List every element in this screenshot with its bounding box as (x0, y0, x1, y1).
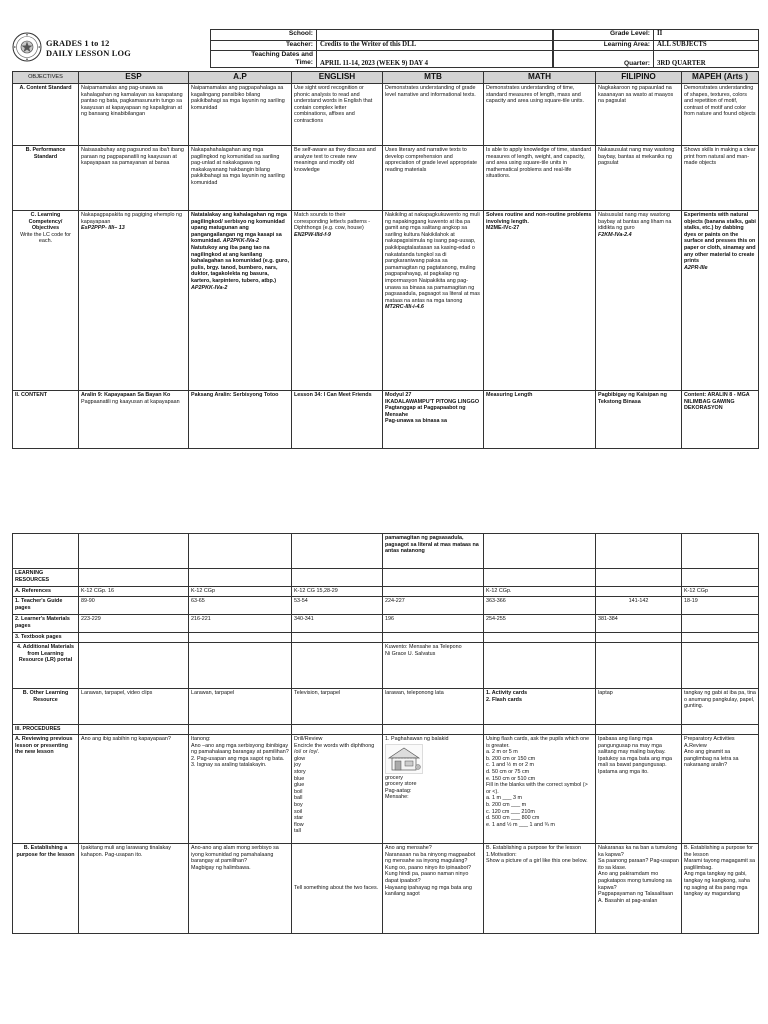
review-mtb-bottom: grocery grocery store Pag-aatag: Mensahe: (385, 774, 417, 801)
subject-ap: A.P (189, 72, 292, 84)
review-row (13, 735, 759, 844)
competency-english-code: EN2PW-IIId-f-9 (294, 231, 331, 238)
teacher-label: Teacher: (211, 40, 317, 51)
review-mtb (383, 735, 484, 844)
content-standard-math: Demonstrates understanding of time, standard measures of length, mass and capacity and area using square-tile units. (484, 84, 596, 146)
content-esp-title: Aralin 9: Kapayapaan Sa Bayan Ko (81, 392, 171, 398)
purpose-english: Tell something about the two faces. (292, 844, 383, 934)
references-esp: K-12 CGp. 16 (79, 587, 189, 597)
row-label-competency (13, 211, 79, 391)
textbook-row (13, 633, 759, 643)
procedures-row (13, 725, 759, 735)
teachers-guide-mtb: 224-227 (383, 597, 484, 615)
row-label-performance-standard: B. Performance Standard (13, 146, 79, 211)
learners-materials-ap: 216-221 (189, 615, 292, 633)
references-label: A. References (13, 587, 79, 597)
competency-english (292, 211, 383, 391)
competency-mapeh-code: A2PR-IIIe (684, 264, 708, 271)
dates-label: Teaching Dates and (251, 51, 313, 58)
learning-resources-row (13, 569, 759, 587)
purpose-label: B. Establishing a purpose for the lesson (13, 844, 79, 934)
title-line-1: GRADES 1 to 12 (46, 39, 110, 48)
mtb-continuation: pamamagitan ng pagsasadula, pagsagot sa literal at mas mataas na antas natanong (383, 534, 484, 569)
competency-esp (79, 211, 189, 391)
competency-math (484, 211, 596, 391)
competency-ap-text: Natatalakay ang kahalagahan ng mga pagilingkod/ serbisyo ng komunidad upang matugunan ang pangangailangan ng mga kasapi sa komunidad. (191, 212, 287, 245)
review-english: Drill/Review Encircle the words with diphthong /oi/ or /oy/. glow joy story blue glue boil ball boy soil star flow tall (292, 735, 383, 844)
competency-mtb (383, 211, 484, 391)
content-standard-english: Use sight word recognition or phonic analysis to read and understand words in English that contain complex letter combinations, affixes and contractions (292, 84, 383, 146)
competency-mtb-text: Nakikilng at nakapagkukuwento ng muli ng napakinggang kuwento at iba pa gamit ang mga salitang angkop sa sariling kultura Nakikilahok at nakapagsisimula ng isang pag-uusap, pakikipagtalastasan sa kasing-edad o nakatatanda tungkol sa di pangkaraniwang paksa sa pamamagitan ng pagtatanong, muling pagpapahayag, at pagkalap ng impormasyon Naipakikita ang pag-unawa sa binasa sa pamamagitan ng pagsasadula, pagsagot sa literal at mas mataas na antas na mga tanong (385, 212, 480, 304)
performance-standard-english: Be self-aware as they discuss and analyze text to create new meanings and modify old knowledge (292, 146, 383, 211)
teacher-value: Credits to the Writer of this DLL (317, 40, 553, 51)
purpose-mtb: Ano ang mensahe? Naranasan na ba ninyong magpaabot ng mensahe sa inyong magulang? Kung oo, paano ninyo ito ipinaabot? Kung hindi pa, paano naman ninyo dapat ipaabot? Hayaang ipahayag ng mga bata ang kanilang sagot (383, 844, 484, 934)
competency-filipino (596, 211, 682, 391)
learners-materials-math: 254-255 (484, 615, 596, 633)
subject-header-row (13, 72, 759, 84)
subject-english: ENGLISH (292, 72, 383, 84)
competency-math-text: Solves routine and non-routine problems involving length. (486, 212, 592, 225)
school-label: School: (211, 30, 317, 41)
quarter-label: Quarter: (554, 51, 654, 68)
content-standard-ap: Naipamamalas ang pagpapahalaga sa kagalingang pansibiko bilang pakikibahagi sa mga layunin ng sariling komunidad (189, 84, 292, 146)
area-value: ALL SUBJECTS (654, 40, 759, 51)
learners-materials-mapeh (682, 615, 759, 633)
competency-filipino-text: Naisusulat nang may wastong baybay at bantas ang liham na ididikta ng guro (598, 212, 672, 232)
review-ap: Itanong: Ano –ano ang mga serbisyong ibinibigay ng pamahalaang barangay at pamilihan? 2. Pag-usapan ang mga sagot ng bata. 3. Isgnay sa araling tatalakayin. (189, 735, 292, 844)
references-english: K-12 CG 15,28-29 (292, 587, 383, 597)
purpose-filipino: Nakaranas ka na ban a tumulong ka kapwa? Sa paanong paraan? Pag-usapan ito sa klase. Ano ang pakiramdam mo pagkatapos mong tumulong sa kapwa? Pagpapayaman ng Talasalitaan A. Basahin at pag-aralan (596, 844, 682, 934)
content-english: Lesson 34: I Can Meet Friends (292, 391, 383, 449)
performance-standard-math: Is able to apply knowledge of time, standard measures of length, weight, and capacity, and area using square-tile units in mathematical problems and real-life situations. (484, 146, 596, 211)
review-label: A. Reviewing previous lesson or presenting the new lesson (13, 735, 79, 844)
other-resources-row (13, 689, 759, 725)
competency-ap-code-2: AP2PKK-IVa-2 (191, 284, 228, 291)
school-value (317, 30, 553, 41)
purpose-math: B. Establishing a purpose for the lesson 1.Motivation: Show a picture of a girl like this one below. (484, 844, 596, 934)
competency-filipino-code: F2KM-IVa-2.4 (598, 231, 632, 238)
objectives-table (12, 71, 759, 449)
dates-label-cell (211, 51, 317, 68)
performance-standard-mtb: Uses literary and narrative texts to develop comprehension and appreciation of grade level appropriate reading materials (383, 146, 484, 211)
competency-label: C. Learning Competency/ Objectives (28, 212, 63, 232)
learners-materials-filipino: 381-384 (596, 615, 682, 633)
learners-materials-label: 2. Learner's Materials pages (13, 615, 79, 633)
content-standard-row (13, 84, 759, 146)
lr-portal-row (13, 643, 759, 689)
teachers-guide-ap: 63-65 (189, 597, 292, 615)
competency-mapeh-text: Experiments with natural objects (banana stalks, gabi stalks, etc.) by dabbing dyes or paints on the surface and presses this on paper or cloth, sinamay and any other material to create prints (684, 212, 756, 265)
teachers-guide-filipino: 141-142 (596, 597, 682, 615)
competency-english-text: Match sounds to their corresponding letter/s patterns - Diphthongs (e.g. cow, house) (294, 212, 371, 232)
info-table (210, 29, 759, 68)
competency-mtb-code: MT2RC-IIIi-i-4.6 (385, 304, 424, 311)
header (12, 29, 758, 71)
references-filipino (596, 587, 682, 597)
content-standard-mtb: Demonstrates understanding of grade level narrative and informational texts. (383, 84, 484, 146)
content-standard-filipino: Nagkakaroon ng papaunlad na kasanayan sa wasto at maayos na pagsulat (596, 84, 682, 146)
performance-standard-mapeh: Shows skills in making a clear print from natural and man-made objects (682, 146, 759, 211)
other-resources-ap: Larawan, tarpapel (189, 689, 292, 725)
other-resources-math: 1. Activity cards 2. Flash cards (484, 689, 596, 725)
performance-standard-filipino: Nakasusulat nang may wastong baybay, bantas at mekaniks ng pagsulat (596, 146, 682, 211)
competency-esp-text: Nakapagpapakita ng pagiging ehemplo ng kapayapaan (81, 212, 183, 225)
content-ap: Paksang Aralin: Serbisyong Totoo (189, 391, 292, 449)
area-label: Learning Area: (554, 40, 654, 51)
competency-ap-text-2-body: Natutukoy ang iba pang tao na nagilingkod at ang kanilang kahalagahan sa komunidad (e.g. guro, pulis, brgy. tanod, bumbero, nars, duktor, tagakolekta ng basura, kartero, karpintero, tubero, atbp.) (191, 244, 289, 284)
competency-math-code: M2ME-IVc-27 (486, 225, 520, 232)
purpose-ap: Ano-ano ang alam mong serbisyo sa iyong komunidad ng pamahalaang barangay at pamilihan? Magbigay ng halimbawa. (189, 844, 292, 934)
teachers-guide-mapeh: 18-19 (682, 597, 759, 615)
subject-esp: ESP (79, 72, 189, 84)
content-math: Measuring Length (484, 391, 596, 449)
quarter-value: 3RD QUARTER (654, 51, 759, 68)
teachers-guide-math: 363-366 (484, 597, 596, 615)
lr-portal-label: 4. Additional Materials from Learning Resource (LR) portal (13, 643, 79, 689)
references-row (13, 587, 759, 597)
other-resources-english: Television, tarpapel (292, 689, 383, 725)
other-resources-mtb: larawan, teleponong lata (383, 689, 484, 725)
learning-resources-label: LEARNING RESOURCES (13, 569, 79, 587)
content-filipino: Pagbibigay ng Kaisipan ng Tekstong Binasa (596, 391, 682, 449)
deped-seal-icon (12, 32, 42, 62)
review-math: Using flash cards, ask the pupils which one is greater. a. 2 m or 5 m b. 200 cm or 150 cm c. 1 and ½ m or 2 m d. 50 cm or 75 cm e. 150 cm or 510 cm Fill in the blanks with the correct symbol (> or <). a. 1 m ___ 3 m b. 200 cm ___ m c. 120 cm ___ 210m d. 500 cm ___ 800 cm e. 1 and ½ m ___ 1 and ¾ m (484, 735, 596, 844)
competency-ap (189, 211, 292, 391)
performance-standard-esp: Naisasabuhay ang pagsunod sa iba't ibang paraan ng pagpapanatili ng kaayusan at kapayapaan sa pamayanan at bansa (79, 146, 189, 211)
teachers-guide-esp: 89-90 (79, 597, 189, 615)
other-resources-filipino: laptap (596, 689, 682, 725)
time-label: Time: (295, 59, 313, 67)
dates-value: APRIL 11-14, 2023 (WEEK 9) DAY 4 (317, 51, 553, 68)
content-mtb: Modyul 27 IKADALAWAMPU'T PITONG LINGGO Pagtanggap at Pagpapaabot ng Mensahe Pag-unawa sa binasa sa (383, 391, 484, 449)
content-standard-esp: Naipamamalas ang pag-unawa sa kahalagahan ng kamalayan sa karapatang pantao ng bata, pagkamasunurin tungo sa kaayusan at kapayapaan ng kapaligiran at ng bansang kinabibilangan (79, 84, 189, 146)
competency-ap-code-1: AP2PKK-IVa-2 (222, 238, 260, 245)
row-label-content: II. CONTENT (13, 391, 79, 449)
purpose-esp: Ipakitang muli ang larawang tinalakay kahapon. Pag-usapan ito. (79, 844, 189, 934)
procedures-label: III. PROCEDURES (13, 725, 79, 735)
competency-row (13, 211, 759, 391)
other-resources-esp: Larawan, tarpapel, video clips (79, 689, 189, 725)
content-row (13, 391, 759, 449)
subject-mapeh: MAPEH (Arts ) (682, 72, 759, 84)
other-resources-label: B. Other Learning Resource (13, 689, 79, 725)
grocery-store-illustration-icon (385, 744, 423, 774)
teachers-guide-row (13, 597, 759, 615)
log-title (46, 39, 131, 58)
other-resources-mapeh: tangkay ng gabi at iba pa, tina o anumang pangkulay, papel, gunting. (682, 689, 759, 725)
grade-label: Grade Level: (554, 30, 654, 41)
content-esp (79, 391, 189, 449)
teachers-guide-english: 53-54 (292, 597, 383, 615)
learners-materials-row (13, 615, 759, 633)
references-math: K-12 CGp. (484, 587, 596, 597)
subject-filipino: FILIPINO (596, 72, 682, 84)
subject-math: MATH (484, 72, 596, 84)
textbook-label: 3. Textbook pages (13, 633, 79, 643)
references-mtb (383, 587, 484, 597)
learners-materials-esp: 223-229 (79, 615, 189, 633)
objectives-label: OBJECTIVES (13, 72, 79, 84)
review-esp: Ano ang ibig sabihin ng kapayapaan? (79, 735, 189, 844)
resources-procedures-table (12, 533, 759, 934)
subject-mtb: MTB (383, 72, 484, 84)
references-ap: K-12 CGp (189, 587, 292, 597)
content-mapeh: Content: ARALIN 8 - MGA NILIMBAG GAWING DEKORASYON (682, 391, 759, 449)
learners-materials-mtb: 196 (383, 615, 484, 633)
content-esp-sub: Pagpaanatili ng kaayusan at kapayapaan (81, 398, 180, 405)
competency-label-note: Write the LC code for each. (20, 231, 71, 245)
review-mapeh: Preparatory Activities A.Review Ano ang ginamit sa panglimbag na letra sa nakaraang aralin? (682, 735, 759, 844)
review-filipino: Ipabasa ang ilang mga pangungusap na may mga salitang may maling baybay. Ipatukoy sa mga bata ang mga mali sa bawat pangungusap. Ipatama ang mga ito. (596, 735, 682, 844)
row-label-content-standard: A. Content Standard (13, 84, 79, 146)
references-mapeh: K-12 CGp (682, 587, 759, 597)
competency-esp-code: EsP2PPP- IIIi– 13 (81, 225, 125, 232)
purpose-mapeh: B. Establishing a purpose for the lesson Marami tayong magagamit sa paglilimbag. Ang mga tangkay ng gabi, tangkay ng kangkong, saha ng saging at iba pang mga tangkay ay magandang (682, 844, 759, 934)
competency-mapeh (682, 211, 759, 391)
performance-standard-ap: Nakapahahalagahan ang mga pagilingkod ng komunidad sa sariling pag-unlad at nakakagawa ng makakayanang hakbangin bilang pakikibahagi sa mga layunin ng sariling komunidad (189, 146, 292, 211)
purpose-row (13, 844, 759, 934)
competency-ap-text-2 (191, 245, 289, 291)
title-line-2: DAILY LESSON LOG (46, 48, 131, 58)
lr-portal-mtb: Kuwento: Mensahe sa Telepono Ni Grace U. Salvatus (383, 643, 484, 689)
teachers-guide-label: 1. Teacher's Guide pages (13, 597, 79, 615)
content-standard-mapeh: Demonstrates understanding of shapes, textures, colors and repetition of motif, contrast of motif and color from nature and found objects (682, 84, 759, 146)
mtb-continuation-row (13, 534, 759, 569)
performance-standard-row (13, 146, 759, 211)
review-mtb-top: 1. Paghahawan ng balakid (385, 736, 449, 742)
learners-materials-english: 340-341 (292, 615, 383, 633)
grade-value: II (654, 30, 759, 41)
